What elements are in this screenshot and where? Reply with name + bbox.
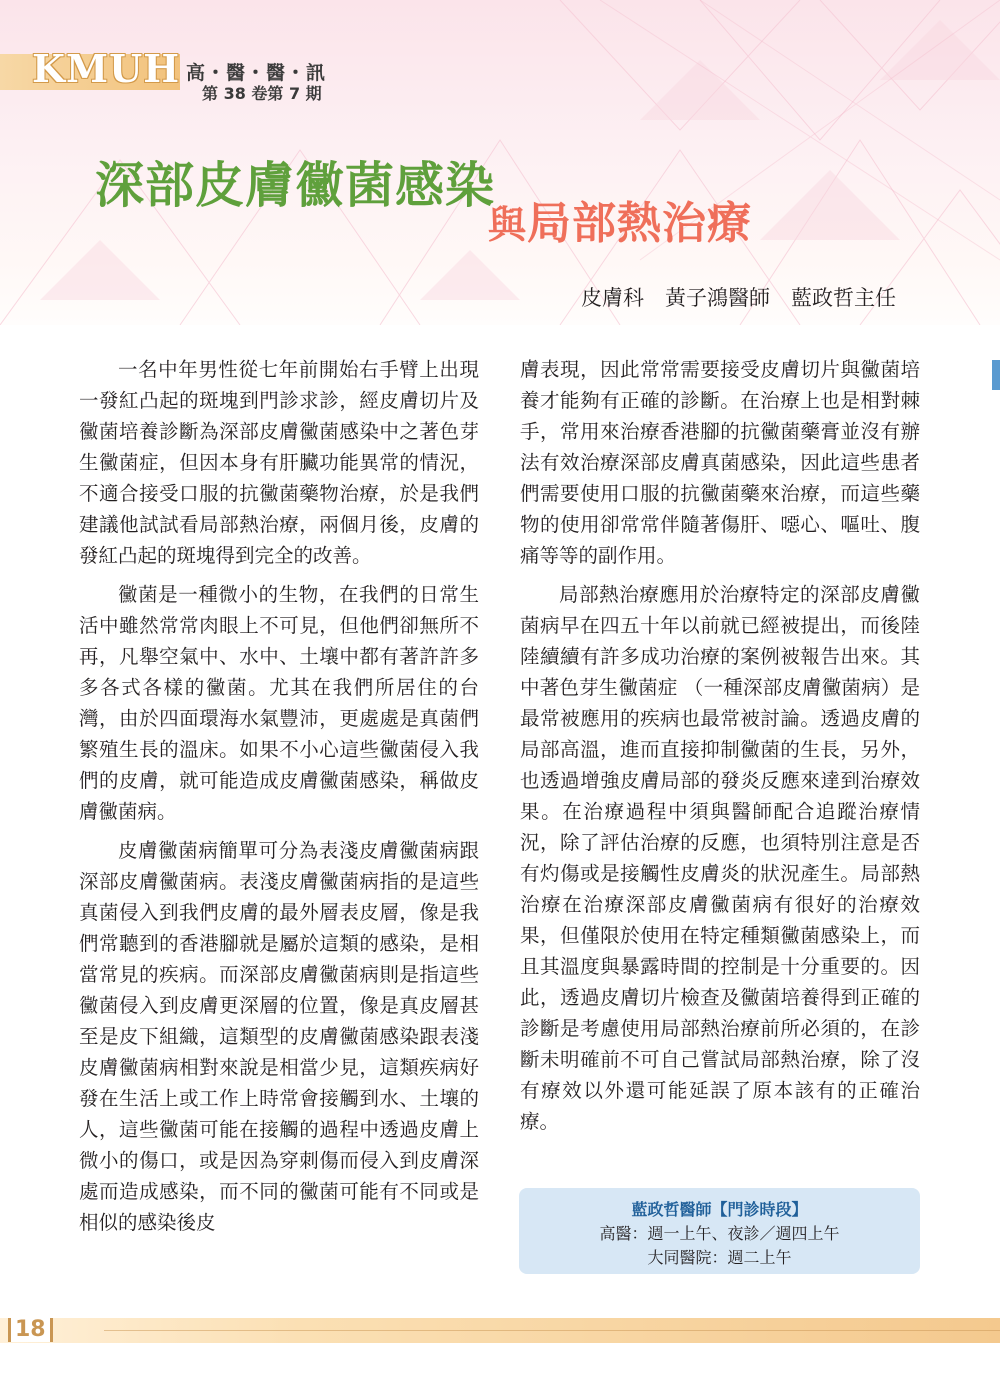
body-paragraph: 黴菌是一種微小的生物，在我們的日常生活中雖然常常肉眼上不可見，但他們卻無所不再，凡舉空氣中、水中、土壤中都有著許許多多各式各樣的黴菌。尤其在我們所居住的台灣，由於四面環海水氣豐沛，更處處是真菌們繁殖生長的溫床。如果不小心這些黴菌侵入我們的皮膚，就可能造成皮膚黴菌感染，稱做皮膚黴菌病。 [79, 583, 479, 823]
article-title-part2-line [488, 187, 752, 251]
footer-divider [104, 1330, 1000, 1331]
publication-name: 高・醫・醫・訊 [186, 62, 327, 84]
side-tab-marker [992, 360, 1000, 390]
article-title-part1: 深部皮膚黴菌感染 [95, 157, 496, 214]
issue-number: 第 38 卷第 7 期 [202, 84, 322, 103]
masthead-logo: KMUH [32, 46, 181, 91]
title-connector: 與 [488, 203, 528, 247]
body-paragraph: 皮膚黴菌病簡單可分為表淺皮膚黴菌病跟深部皮膚黴菌病。表淺皮膚黴菌病指的是這些真菌侵入到我們皮膚的最外層表皮層，像是我們常聽到的香港腳就是屬於這類的感染，是相當常見的疾病。而深部皮膚黴菌病則是指這些黴菌侵入到皮膚更深層的位置，像是真皮層甚至是皮下組織，這類型的皮膚黴菌感染跟表淺皮膚黴菌病相對來說是相當少見，這類疾病好發在生活上或工作上時常會接觸到水、土壤的人，這些黴菌可能在接觸的過程中透過皮膚上微小的傷口，或是因為穿刺傷而侵入到皮膚深處而造成感染，而不同的黴菌可能有不同或是相似的感染後皮 [79, 839, 479, 1234]
article-title-part2: 局部熱治療 [527, 198, 753, 249]
clinic-hours-line: 高醫：週一上午、夜診／週四上午 [599, 1224, 840, 1243]
page-number: 18 [8, 1318, 53, 1342]
clinic-hours-box [519, 1188, 920, 1274]
clinic-hours-line: 大同醫院：週二上午 [647, 1248, 792, 1267]
body-paragraph-continued: 膚表現，因此常常需要接受皮膚切片與黴菌培養才能夠有正確的診斷。在治療上也是相對棘手，常用來治療香港腳的抗黴菌藥膏並沒有辦法有效治療深部皮膚真菌感染，因此這些患者們需要使用口服的抗黴菌藥來治療，而這些藥物的使用卻常常伴隨著傷肝、噁心、嘔吐、腹痛等等的副作用。 [520, 358, 920, 567]
right-column [520, 354, 920, 1145]
body-paragraph: 一名中年男性從七年前開始右手臂上出現一發紅凸起的斑塊到門診求診，經皮膚切片及黴菌培養診斷為深部皮膚黴菌感染中之著色芽生黴菌症，但因本身有肝臟功能異常的情況，不適合接受口服的抗黴菌藥物治療，於是我們建議他試試看局部熱治療，兩個月後，皮膚的發紅凸起的斑塊得到完全的改善。 [79, 358, 479, 567]
body-paragraph: 局部熱治療應用於治療特定的深部皮膚黴菌病早在四五十年以前就已經被提出，而後陸陸續續有許多成功治療的案例被報告出來。其中著色芽生黴菌症 （一種深部皮膚黴菌病）是最常被應用的疾病也最常被討論。透過皮膚的局部高溫，進而直接抑制黴菌的生長，另外，也透過增強皮膚局部的發炎反應來達到治療效果。在治療過程中須與醫師配合追蹤治療情況，除了評估治療的反應，也須特別注意是否有灼傷或是接觸性皮膚炎的狀況產生。局部熱治療在治療深部皮膚黴菌病有很好的治療效果，但僅限於使用在特定種類黴菌感染上，而且其溫度與暴露時間的控制是十分重要的。因此，透過皮膚切片檢查及黴菌培養得到正確的診斷是考慮使用局部熱治療前所必須的，在診斷未明確前不可自己嘗試局部熱治療，除了沒有療效以外還可能延誤了原本該有的正確治療。 [520, 583, 920, 1133]
article-authors: 皮膚科 黃子鴻醫師 藍政哲主任 [581, 286, 896, 310]
left-column [79, 354, 479, 1246]
header-banner [0, 0, 1000, 325]
clinic-hours-title: 藍政哲醫師【門診時段】 [631, 1200, 808, 1219]
